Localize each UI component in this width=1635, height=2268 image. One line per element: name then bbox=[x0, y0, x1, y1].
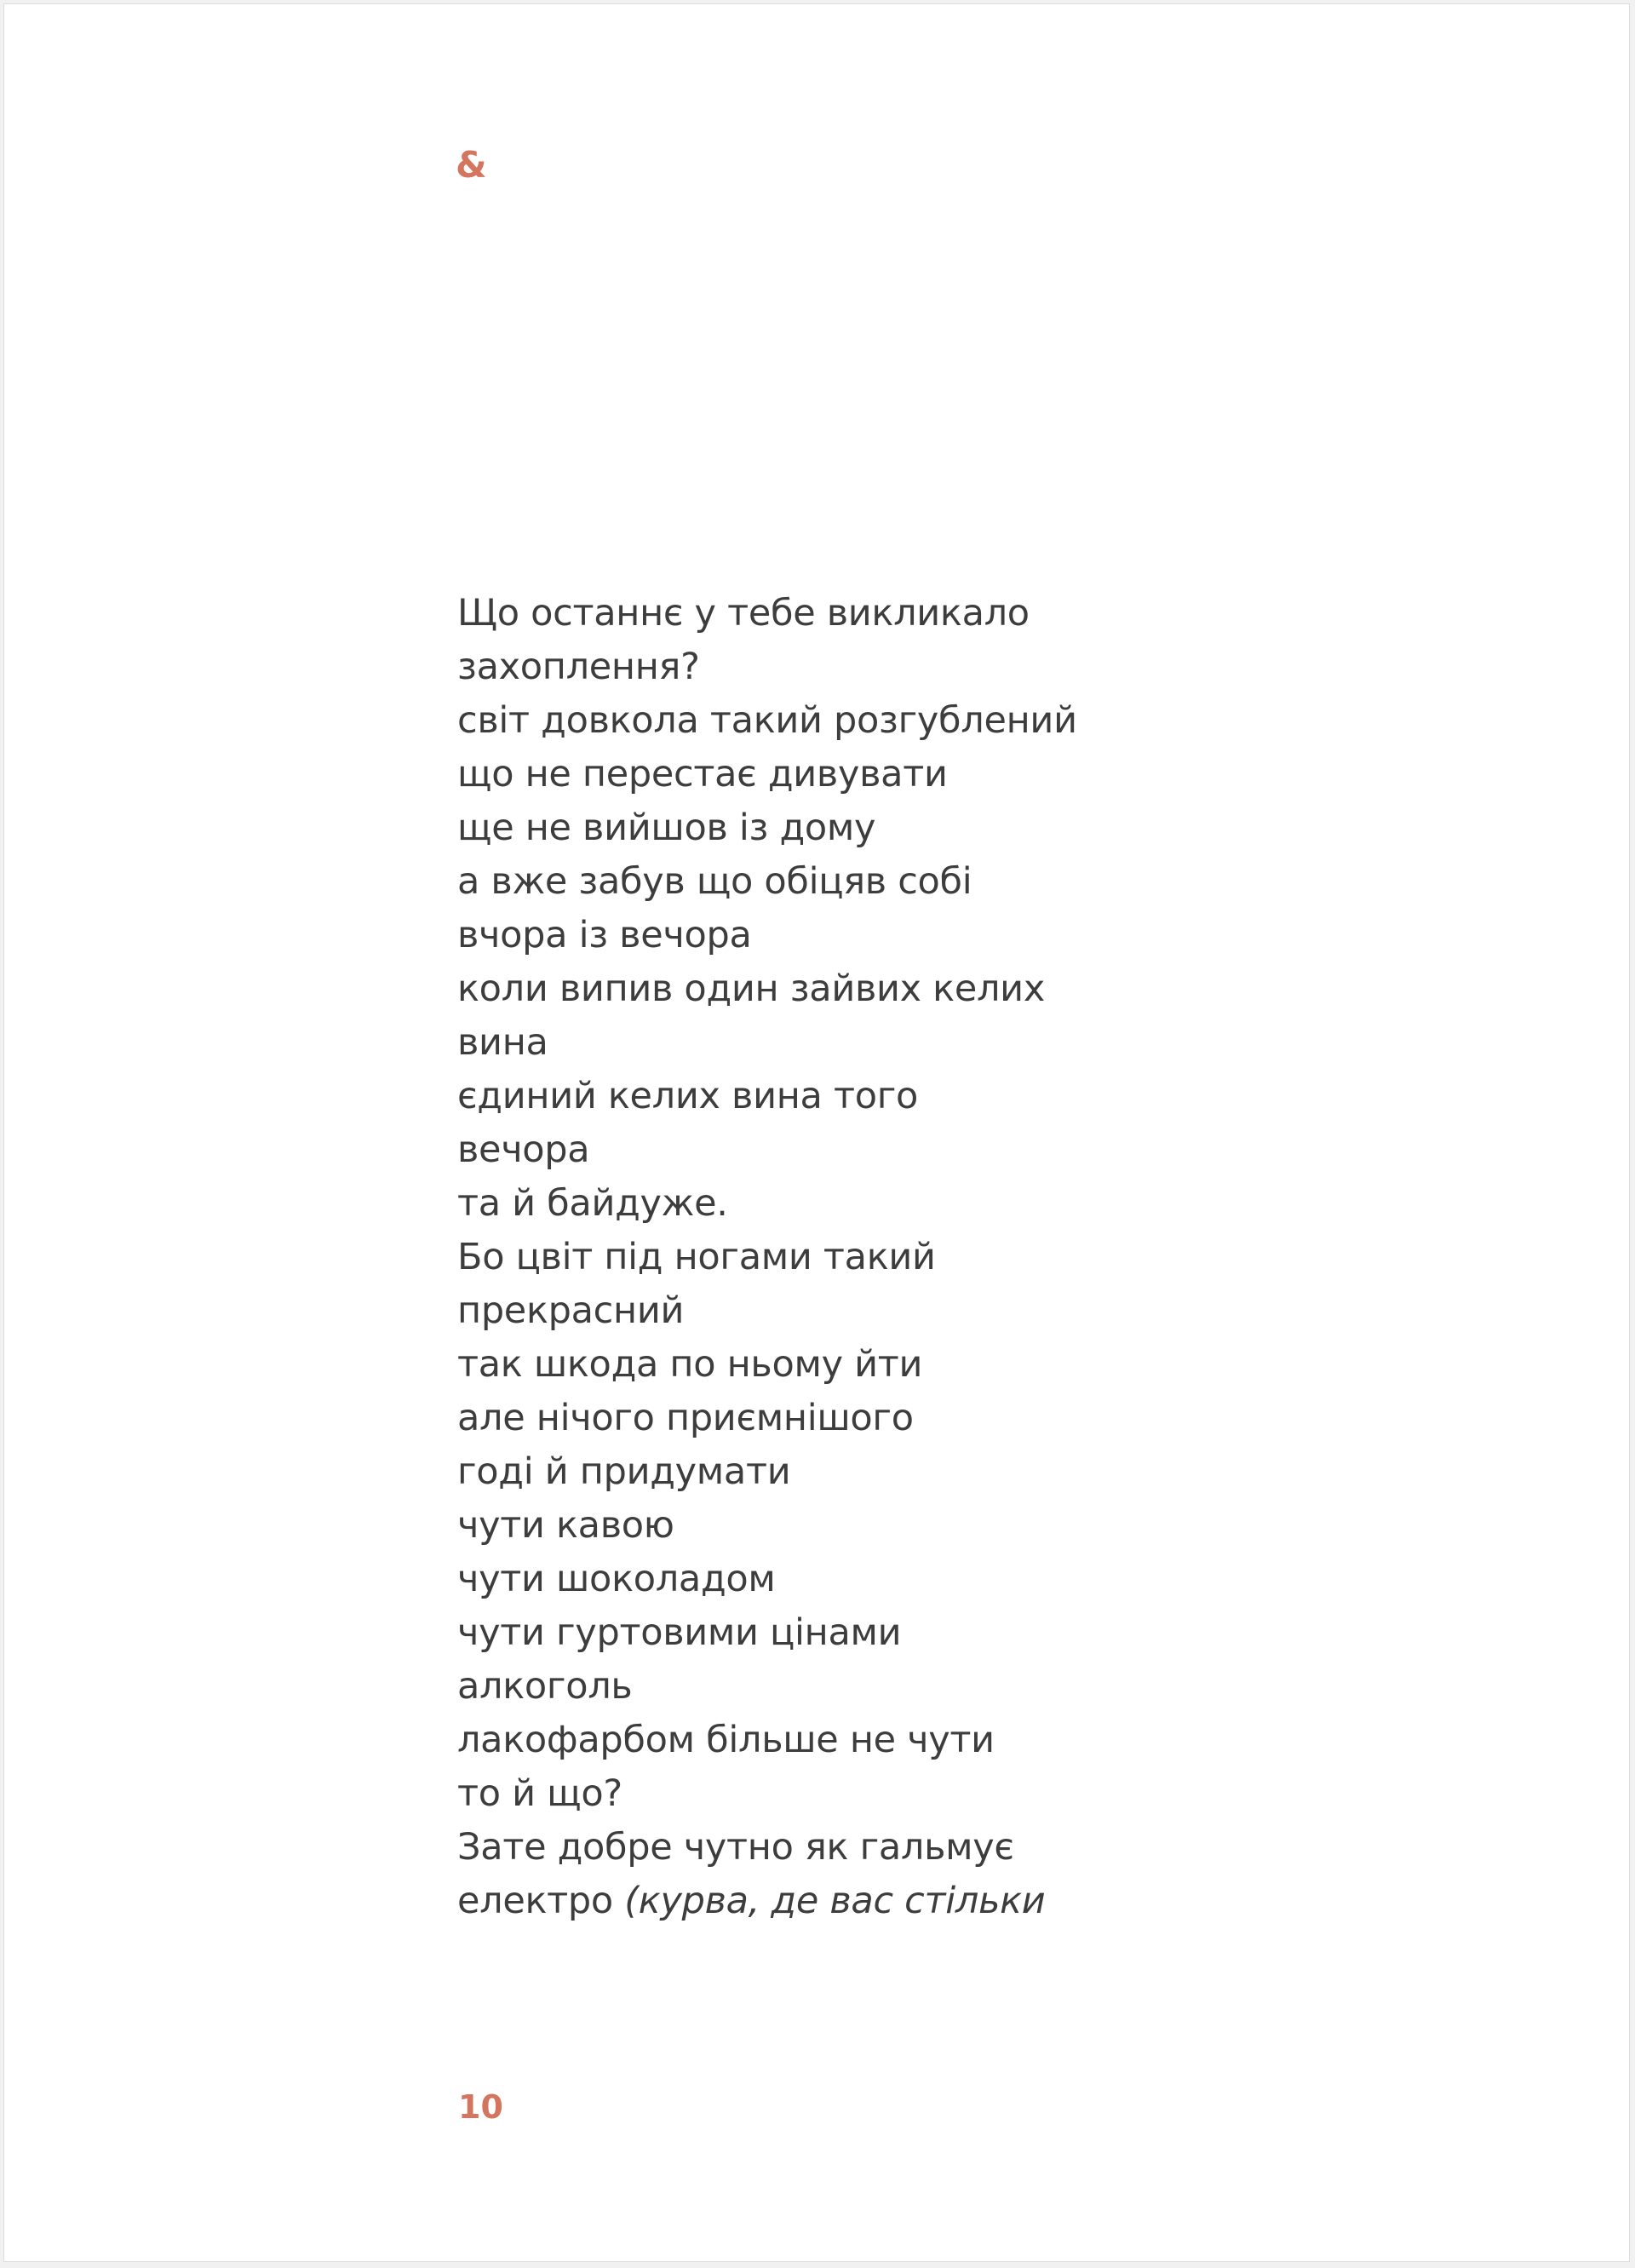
poem-text bbox=[457, 587, 1077, 1928]
poem-line: чути шоколадом bbox=[457, 1558, 776, 1600]
poem-line: а вже забув що обіцяв собі bbox=[457, 860, 972, 903]
poem-line: але нічого приємнішого bbox=[457, 1397, 914, 1439]
poem-line: єдиний келих вина того bbox=[457, 1075, 918, 1117]
poem-last-line-italic: (курва, де вас стільки bbox=[624, 1880, 1046, 1922]
poem-line: ще не вийшов із дому bbox=[457, 807, 876, 849]
poem-line: вина bbox=[457, 1021, 548, 1064]
poem-line: алкоголь bbox=[457, 1665, 633, 1708]
poem-line: Що останнє у тебе викликало bbox=[457, 592, 1030, 634]
poem-line: то й що? bbox=[457, 1772, 622, 1815]
poem-line: прекрасний bbox=[457, 1289, 685, 1332]
poem-line: чути кавою bbox=[457, 1504, 674, 1547]
page-number: 10 bbox=[458, 2088, 503, 2126]
poem-line: лакофарбом більше не чути bbox=[457, 1719, 995, 1761]
poem-line: захоплення? bbox=[457, 646, 700, 688]
section-mark: & bbox=[456, 144, 487, 186]
poem-line: Бо цвіт під ногами такий bbox=[457, 1236, 936, 1278]
poem-line: вечора bbox=[457, 1128, 590, 1171]
poem-line: що не перестає дивувати bbox=[457, 753, 948, 795]
poem-line: коли випив один зайвих келих bbox=[457, 967, 1045, 1010]
poem-line: та й байдуже. bbox=[457, 1182, 728, 1225]
poem-last-line bbox=[457, 1875, 1077, 1928]
poem-line: чути гуртовими цінами bbox=[457, 1611, 902, 1654]
book-page bbox=[3, 3, 1630, 2262]
poem-line: так шкода по ньому йти bbox=[457, 1343, 923, 1386]
poem-last-line-plain: електро bbox=[457, 1880, 625, 1922]
poem-line: годі й придумати bbox=[457, 1450, 791, 1493]
poem-line: Зате добре чутно як гальмує bbox=[457, 1826, 1014, 1869]
poem-line: вчора із вечора bbox=[457, 914, 752, 956]
poem-line: світ довкола такий розгублений bbox=[457, 699, 1077, 742]
